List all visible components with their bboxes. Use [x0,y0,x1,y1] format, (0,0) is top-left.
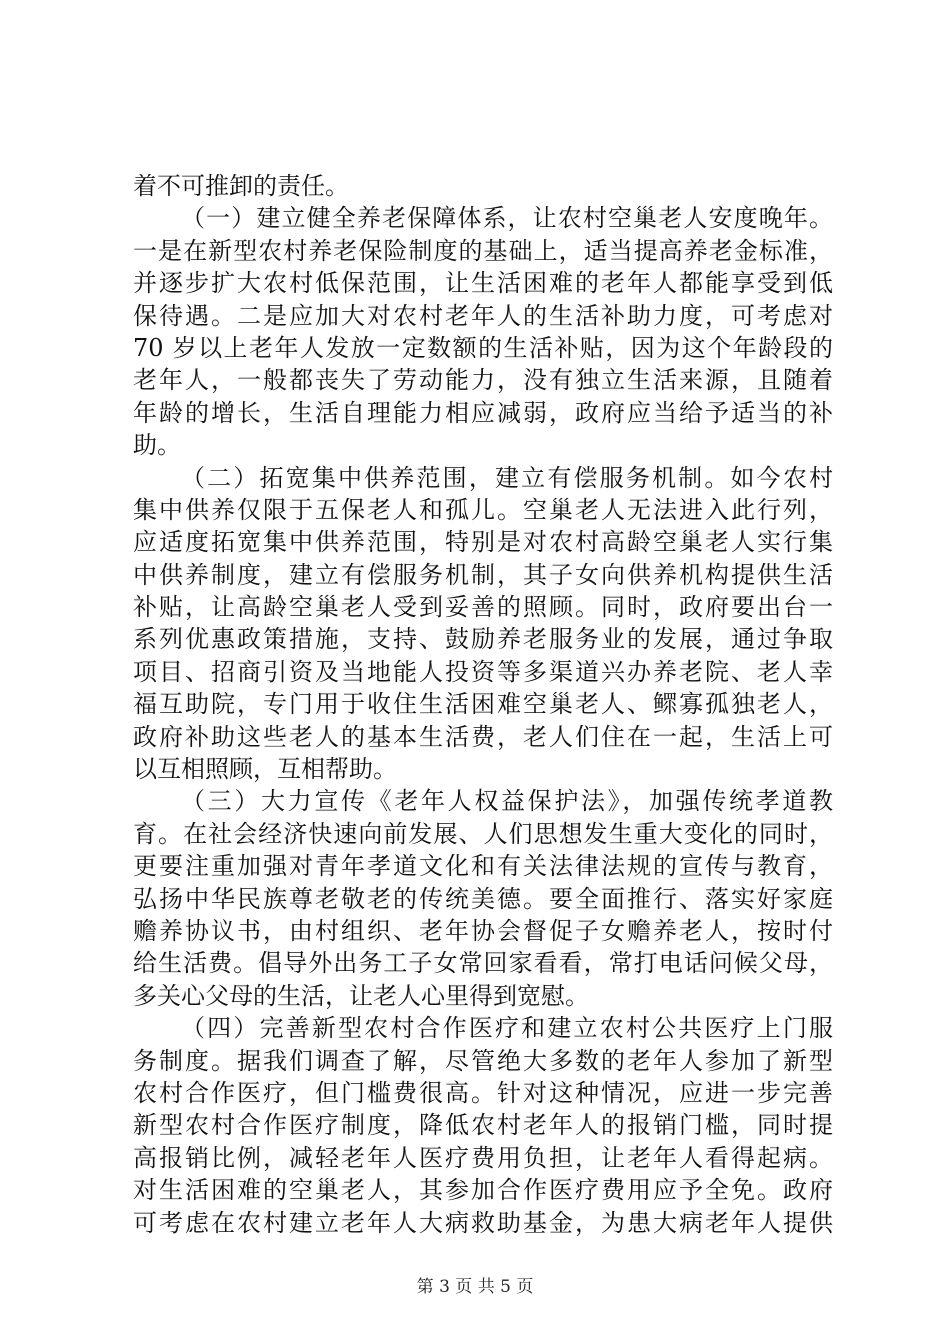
text-line: 育。在社会经济快速向前发展、人们思想发生重大变化的同时， [133,819,833,848]
text-line: 福互助院，专门用于收住生活困难空巢老人、鳏寡孤独老人， [133,690,833,719]
text-line: 可考虑在农村建立老年人大病救助基金，为患大病老年人提供 [133,1208,833,1237]
text-line: 补贴，让高龄空巢老人受到妥善的照顾。同时，政府要出台一 [133,593,833,622]
text-line: 着不可推卸的责任。 [133,172,349,200]
text-line: 农村合作医疗，但门槛费很高。针对这种情况，应进一步完善 [133,1078,833,1107]
text-line: （一）建立健全养老保障体系，让农村空巢老人安度晚年。 [181,204,833,233]
text-line: 中供养制度，建立有偿服务机制，其子女向供养机构提供生活 [133,560,833,589]
text-line: 高报销比例，减轻老年人医疗费用负担，让老年人看得起病。 [133,1143,833,1172]
text-line: 弘扬中华民族尊老敬老的传统美德。要全面推行、落实好家庭 [133,884,833,913]
text-line: 保待遇。二是应加大对农村老年人的生活补助力度，可考虑对 [133,301,833,330]
text-line: 给生活费。倡导外出务工子女常回家看看，常打电话问候父母， [133,949,833,978]
text-line: （二）拓宽集中供养范围，建立有偿服务机制。如今农村 [181,463,833,492]
text-line: 新型农村合作医疗制度，降低农村老年人的报销门槛，同时提 [133,1111,833,1140]
text-line: 并逐步扩大农村低保范围，让生活困难的老年人都能享受到低 [133,269,833,298]
text-line: 一是在新型农村养老保险制度的基础上，适当提高养老金标准， [133,236,833,265]
text-line: （三）大力宣传《老年人权益保护法》，加强传统孝道教 [181,787,833,816]
page-footer: 第 3 页 共 5 页 [416,1277,534,1297]
text-line: 务制度。据我们调查了解，尽管绝大多数的老年人参加了新型 [133,1046,833,1075]
text-line: 以互相照顾，互相帮助。 [133,755,397,784]
text-line: （四）完善新型农村合作医疗和建立农村公共医疗上门服 [181,1014,833,1043]
text-line: 助。 [133,431,181,460]
text-line: 多关心父母的生活，让老人心里得到宽慰。 [133,981,589,1010]
text-line: 项目、招商引资及当地能人投资等多渠道兴办养老院、老人幸 [133,657,833,686]
text-line: 对生活困难的空巢老人，其参加合作医疗费用应予全免。政府 [133,1176,833,1205]
body-text [133,170,833,1239]
text-line: 年龄的增长，生活自理能力相应减弱，政府应当给予适当的补 [133,398,833,427]
text-line: 更要注重加强对青年孝道文化和有关法律法规的宣传与教育， [133,852,833,881]
text-line: 70 岁以上老年人发放一定数额的生活补贴，因为这个年龄段的 [133,333,833,362]
text-line: 老年人，一般都丧失了劳动能力，没有独立生活来源，且随着 [133,366,833,395]
text-line: 系列优惠政策措施，支持、鼓励养老服务业的发展，通过争取 [133,625,833,654]
text-line: 政府补助这些老人的基本生活费，老人们住在一起，生活上可 [133,722,833,751]
text-line: 集中供养仅限于五保老人和孤儿。空巢老人无法进入此行列， [133,495,833,524]
text-line: 应适度拓宽集中供养范围，特别是对农村高龄空巢老人实行集 [133,528,833,557]
text-line: 赡养协议书，由村组织、老年协会督促子女赡养老人，按时付 [133,916,833,945]
